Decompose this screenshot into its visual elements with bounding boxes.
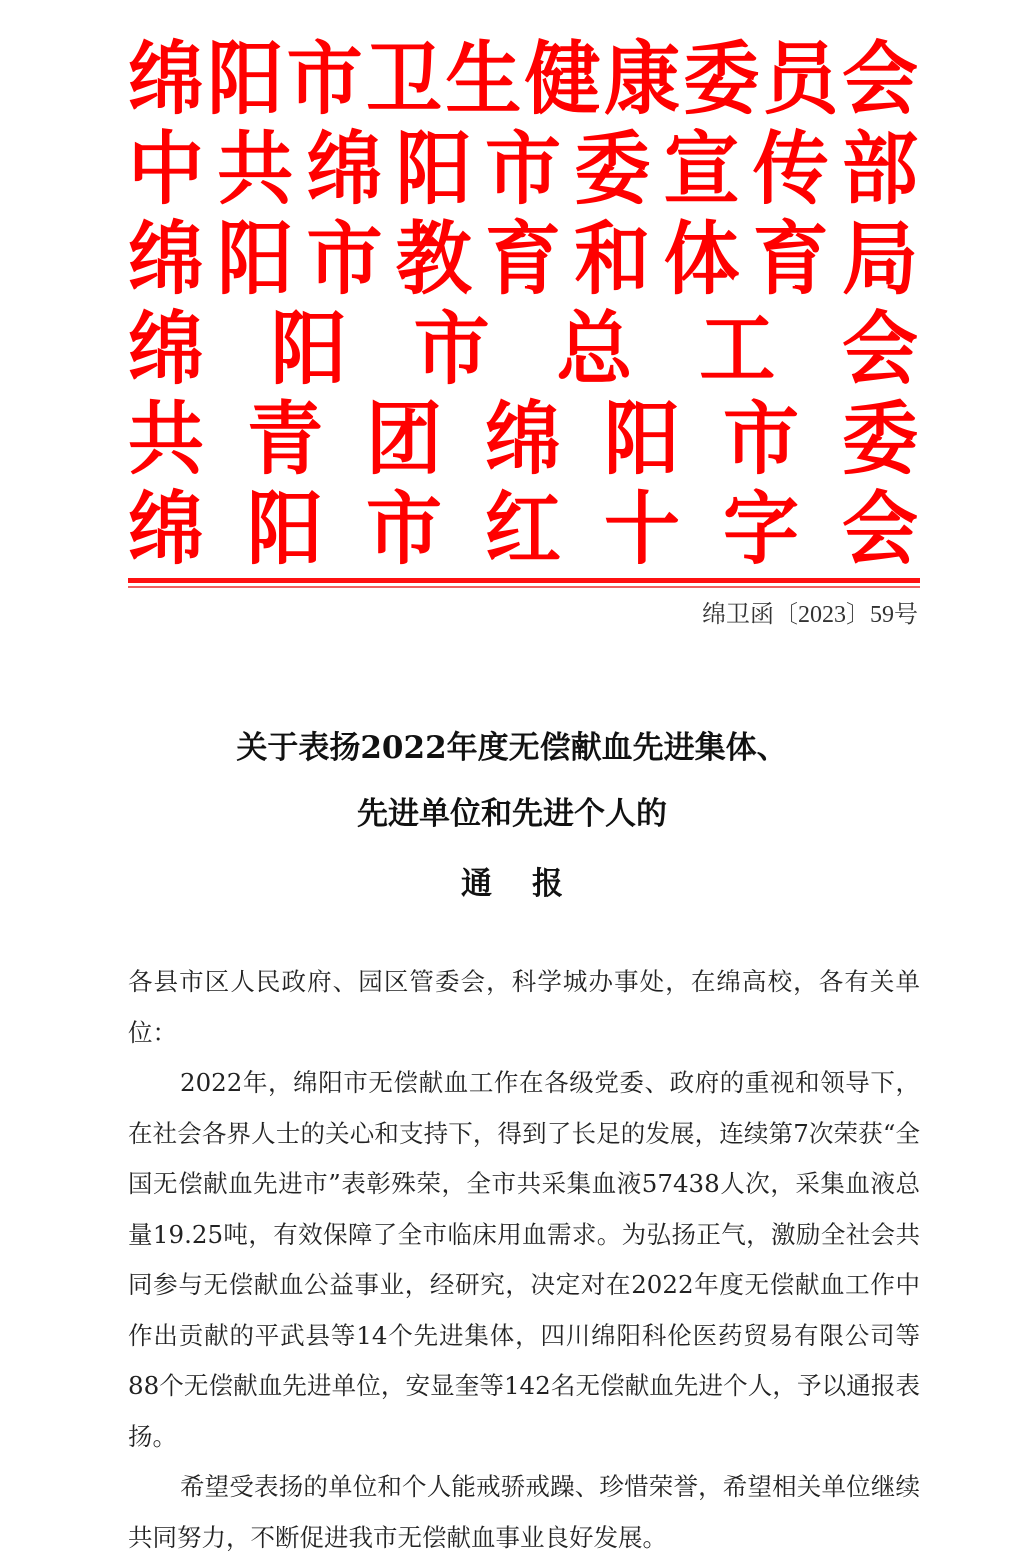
header-char: 会 [842, 481, 918, 576]
document-body [128, 957, 920, 1563]
header-char: 绵 [306, 121, 383, 216]
header-char: 阳 [247, 481, 323, 576]
header-char: 十 [604, 481, 680, 576]
header-char: 工 [699, 301, 776, 396]
header-char: 委 [574, 121, 651, 216]
red-separator-thick [128, 578, 920, 583]
org-line-youth-league [128, 392, 918, 487]
header-char: 宣 [663, 121, 740, 216]
body-paragraph-2: 希望受表扬的单位和个人能戒骄戒躁、珍惜荣誉，希望相关单位继续共同努力，不断促进我市无偿献血事业良好发展。 [128, 1472, 920, 1552]
header-char: 教 [395, 211, 472, 306]
org-line-health-commission [128, 32, 918, 127]
header-char: 市 [286, 31, 363, 126]
header-char: 市 [723, 391, 799, 486]
header-char: 总 [556, 301, 633, 396]
header-char: 育 [485, 211, 561, 306]
header-char: 阳 [217, 211, 294, 306]
header-char: 育 [752, 211, 829, 306]
header-char: 卫 [365, 31, 442, 126]
header-char: 健 [524, 31, 601, 126]
header-char: 青 [247, 391, 323, 486]
header-char: 市 [413, 301, 490, 396]
header-char: 阳 [395, 121, 472, 216]
org-line-trade-union [128, 302, 918, 397]
header-char: 市 [366, 481, 442, 576]
document-number: 绵卫函〔2023〕59号 [702, 602, 918, 628]
header-char: 绵 [128, 31, 204, 126]
header-char: 中 [128, 121, 204, 216]
header-char: 共 [217, 121, 294, 216]
issuing-organizations-header [128, 31, 918, 576]
salutation: 各县市区人民政府、园区管委会，科学城办事处，在绵高校，各有关单位： [128, 967, 920, 1047]
header-char: 绵 [128, 301, 204, 396]
header-char: 部 [842, 121, 918, 216]
header-char: 阳 [604, 391, 680, 486]
org-line-red-cross [128, 482, 918, 577]
header-char: 康 [603, 31, 680, 126]
document-title-line-2: 先进单位和先进个人的 [357, 796, 667, 832]
document-title-line-3: 通报 [461, 866, 603, 902]
header-char: 团 [366, 391, 442, 486]
header-char: 红 [485, 481, 561, 576]
header-char: 会 [841, 301, 918, 396]
header-char: 字 [723, 481, 799, 576]
header-char: 阳 [270, 301, 347, 396]
org-line-education-bureau [128, 212, 918, 307]
header-char: 和 [574, 211, 651, 306]
red-separator-thin [128, 586, 920, 588]
header-char: 会 [841, 31, 918, 126]
header-char: 绵 [128, 481, 204, 576]
header-char: 生 [445, 31, 522, 126]
document-title-line-1: 关于表扬2022年度无偿献血先进集体、 [236, 730, 788, 766]
header-char: 绵 [485, 391, 561, 486]
header-char: 共 [128, 391, 204, 486]
header-char: 阳 [207, 31, 284, 126]
header-char: 员 [762, 31, 839, 126]
header-char: 委 [842, 391, 918, 486]
header-char: 局 [842, 211, 918, 306]
org-line-propaganda-department [128, 122, 918, 217]
body-paragraph-1: 2022年，绵阳市无偿献血工作在各级党委、政府的重视和领导下，在社会各界人士的关心和支持下，得到了长足的发展，连续第7次荣获“全国无偿献血先进市”表彰殊荣，全市共采集血液57438人次，采集血液总量19.25吨，有效保障了全市临床用血需求。为弘扬正气，激励全社会共同参与无偿献血公益事业，经研究，决定对在2022年度无偿献血工作中作出贡献的平武县等14个先进集体，四川绵阳科伦医药贸易有限公司等88个无偿献血先进单位，安显奎等142名无偿献血先进个人，予以通报表扬。 [128, 1068, 920, 1451]
header-char: 委 [683, 31, 760, 126]
header-char: 绵 [128, 211, 204, 306]
header-char: 市 [485, 121, 561, 216]
header-char: 体 [663, 211, 740, 306]
header-char: 市 [306, 211, 383, 306]
header-char: 传 [752, 121, 829, 216]
